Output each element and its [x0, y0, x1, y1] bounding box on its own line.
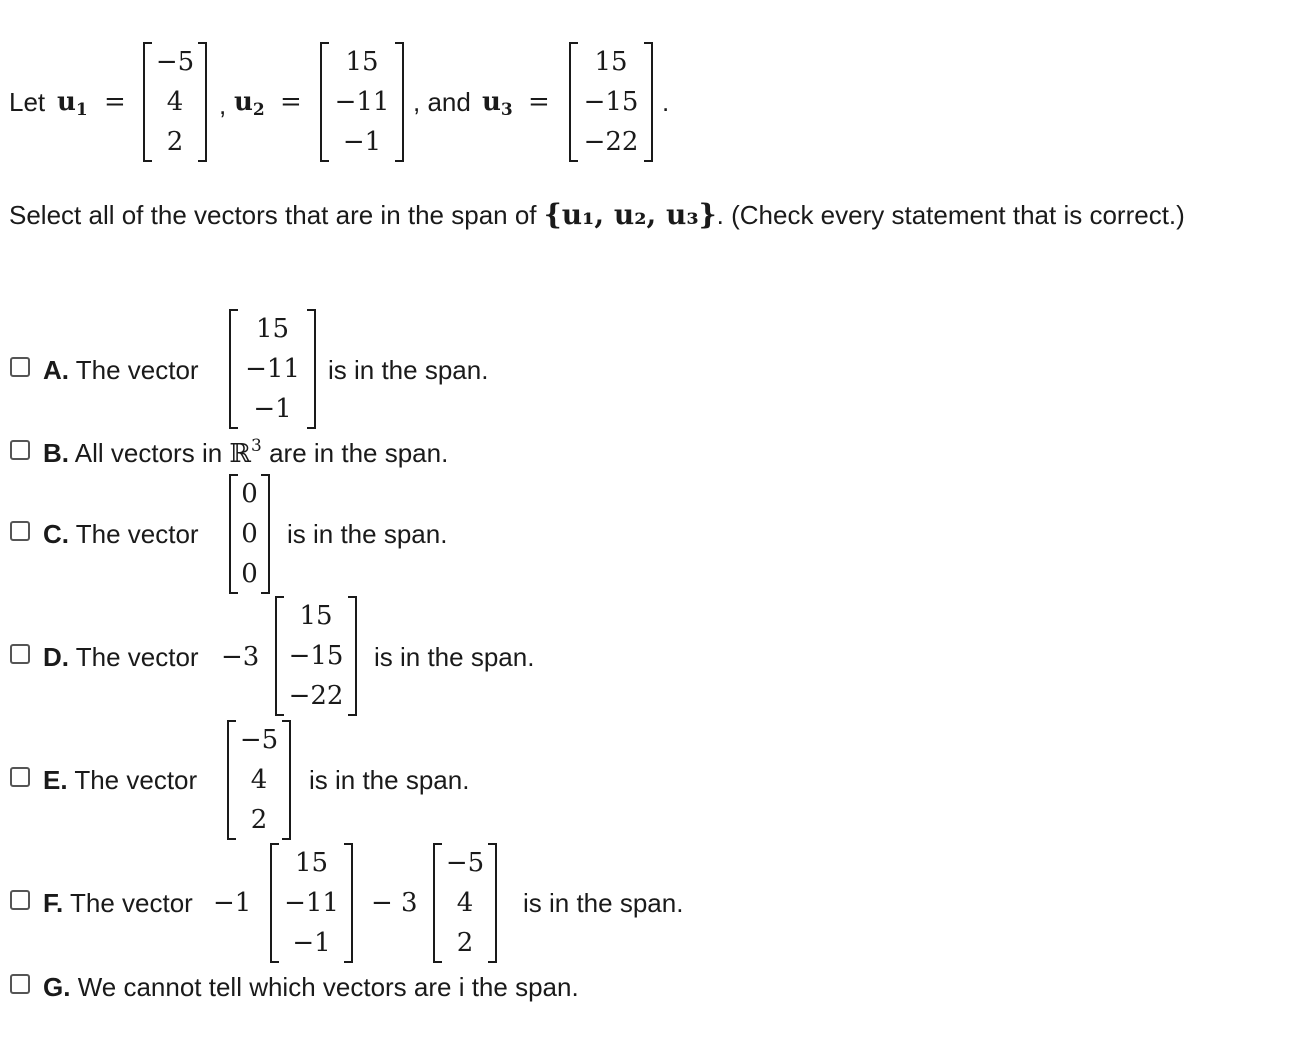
instruction-suffix: . (Check every statement that is correct.) [716, 200, 1185, 230]
option-e-entry-3: 2 [250, 805, 268, 835]
option-c-label[interactable]: C. The vector [43, 519, 199, 549]
u2-entry-3: −1 [342, 127, 382, 157]
option-f-vector-2-entry-1: −5 [445, 848, 485, 878]
option-f-vector-2 [433, 843, 497, 963]
u1-entry-3: 2 [166, 127, 184, 157]
option-f-label[interactable]: F. The vector [43, 888, 193, 918]
option-f-coefficient-1: −1 [213, 888, 252, 918]
option-d-checkbox[interactable] [10, 644, 30, 664]
option-b-label[interactable]: B. All vectors in ℝ$^3$ are in the span. [43, 436, 449, 469]
u1-entry-1: −5 [155, 47, 195, 77]
option-a-label[interactable]: A. The vector [43, 355, 199, 385]
option-f-checkbox[interactable] [10, 890, 30, 910]
option-g-checkbox[interactable] [10, 974, 30, 994]
option-e-vector [227, 720, 291, 840]
u3-vector [569, 42, 653, 162]
intro-period: . [662, 87, 670, 117]
option-c-entry-2: 0 [241, 519, 258, 549]
option-d-entry-1: 15 [299, 601, 333, 631]
option-a-post: is in the span. [328, 355, 489, 385]
option-d-entry-3: −22 [288, 681, 344, 711]
option-a-checkbox[interactable] [10, 357, 30, 377]
option-e-checkbox[interactable] [10, 767, 30, 787]
option-e-entry-1: −5 [239, 725, 279, 755]
u1-comma: , [219, 90, 227, 120]
u1-symbol: $u_1$ [57, 87, 88, 120]
u2-entry-1: 15 [345, 47, 379, 77]
instruction-text [9, 200, 1185, 230]
let-label: Let [9, 87, 46, 117]
u1-entry-2: 4 [166, 87, 184, 117]
u2-equals: = [280, 87, 302, 117]
instruction-prefix: Select all of the vectors that are in the span of [9, 200, 537, 230]
option-e-post: is in the span. [309, 765, 470, 795]
option-e-entry-2: 4 [250, 765, 268, 795]
option-g-label[interactable]: G. We cannot tell which vectors are i the span. [43, 972, 579, 1002]
option-f-vector-2-entry-2: 4 [456, 888, 474, 918]
real-space-symbol: ℝ$^3$ [229, 436, 262, 469]
option-c-post: is in the span. [287, 519, 448, 549]
u3-entry-2: −15 [583, 87, 639, 117]
u2-vector [320, 42, 404, 162]
u1-equals: = [104, 87, 126, 117]
option-f-vector-1-entry-1: 15 [294, 848, 329, 878]
u1-vector [143, 42, 207, 162]
option-f-vector-2-entry-3: 2 [456, 928, 474, 958]
option-d-coefficient: −3 [221, 642, 260, 672]
option-c-vector [229, 474, 270, 594]
span-set: {u₁, u₂, u₃} [543, 198, 717, 231]
option-d-entry-2: −15 [288, 641, 344, 671]
option-d-vector [275, 596, 357, 716]
u3-entry-3: −22 [583, 127, 639, 157]
and-label: , and [413, 87, 471, 117]
option-a-entry-3: −1 [253, 394, 292, 424]
u3-symbol: $u_3$ [482, 87, 513, 120]
option-a-entry-1: 15 [255, 314, 290, 344]
option-f-vector-1-entry-2: −11 [284, 888, 339, 918]
option-e-label[interactable]: E. The vector [43, 765, 198, 795]
option-c-entry-3: 0 [241, 559, 258, 589]
option-c-entry-1: 0 [241, 479, 258, 509]
u2-entry-2: −11 [334, 87, 390, 117]
option-a-vector [229, 309, 316, 429]
option-d-label[interactable]: D. The vector [43, 642, 199, 672]
option-f-vector-1 [270, 843, 353, 963]
option-f-operator: − 3 [371, 888, 418, 918]
option-f-vector-1-entry-3: −1 [292, 928, 331, 958]
option-b-checkbox[interactable] [10, 440, 30, 460]
option-a-entry-2: −11 [245, 354, 300, 384]
u3-entry-1: 15 [594, 47, 628, 77]
option-f-post: is in the span. [523, 888, 684, 918]
option-c-checkbox[interactable] [10, 521, 30, 541]
u2-symbol: $u_2$ [234, 87, 265, 120]
u3-equals: = [528, 87, 550, 117]
option-d-post: is in the span. [374, 642, 535, 672]
